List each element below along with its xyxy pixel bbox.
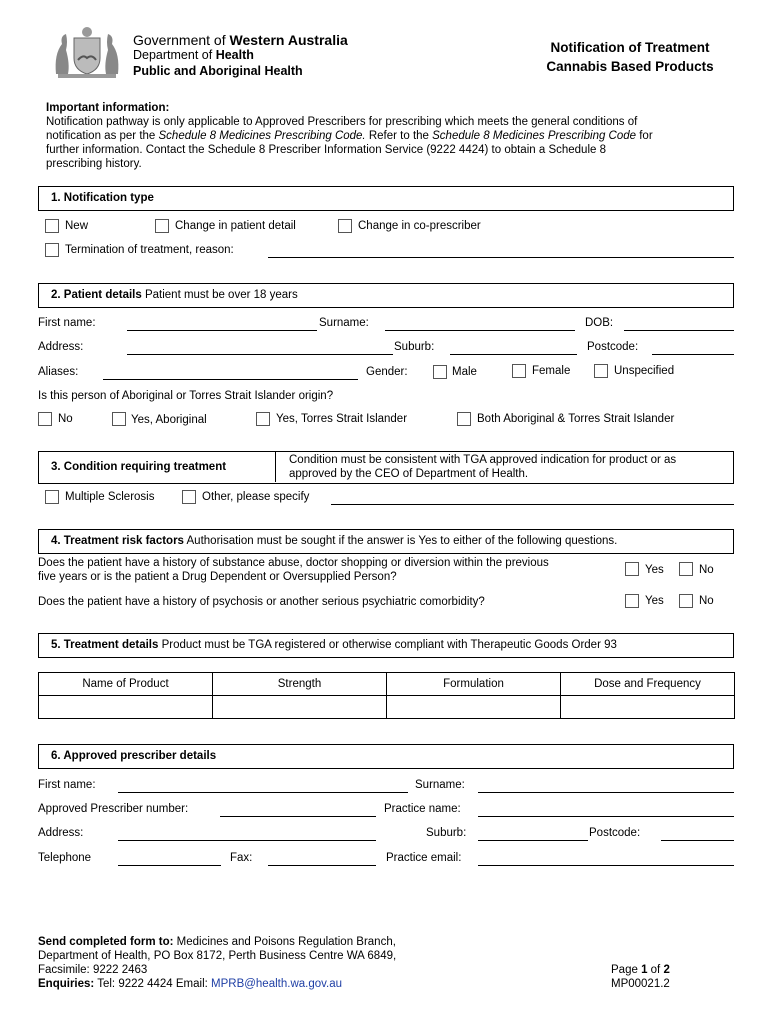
important-line-1: Notification pathway is only applicable to Approved Prescribers for prescribing which meets the general conditions of	[46, 116, 638, 128]
q2-yes-checkbox[interactable]	[625, 594, 639, 608]
enquiries-line: Enquiries: Tel: 9222 4424 Email: MPRB@health.wa.gov.au	[38, 978, 343, 990]
aliases-field[interactable]	[103, 379, 358, 380]
q2-no-label: No	[699, 595, 714, 607]
practice-email-label: Practice email:	[386, 852, 462, 864]
q1-yes-checkbox[interactable]	[625, 562, 639, 576]
fax-label: Fax:	[230, 852, 253, 864]
prescriber-address-field[interactable]	[118, 840, 376, 841]
important-line-4: prescribing history.	[46, 158, 142, 170]
origin-both-label: Both Aboriginal & Torres Strait Islander	[477, 413, 675, 425]
change-patient-checkbox[interactable]	[155, 219, 169, 233]
product-table-header	[39, 673, 735, 696]
male-checkbox[interactable]	[433, 365, 447, 379]
org-line-1: Government of Western Australia	[133, 32, 348, 48]
ap-number-field[interactable]	[220, 816, 376, 817]
section-5-header	[38, 633, 734, 658]
q1-no-checkbox[interactable]	[679, 562, 693, 576]
org-line-3: Public and Aboriginal Health	[133, 64, 303, 78]
facsimile-line: Facsimile: 9222 2463	[38, 964, 148, 976]
prescriber-address-label: Address:	[38, 827, 84, 839]
section-2-title: 2. Patient details Patient must be over 18 years	[51, 289, 298, 301]
ap-number-label: Approved Prescriber number:	[38, 803, 189, 815]
origin-question: Is this person of Aboriginal or Torres Strait Islander origin?	[38, 390, 334, 402]
origin-aboriginal-checkbox[interactable]	[112, 412, 126, 426]
send-address-line: Department of Health, PO Box 8172, Perth Business Centre WA 6849,	[38, 950, 397, 962]
prescriber-suburb-field[interactable]	[478, 840, 588, 841]
origin-both-checkbox[interactable]	[457, 412, 471, 426]
female-label: Female	[532, 365, 571, 377]
origin-no-checkbox[interactable]	[38, 412, 52, 426]
dob-label: DOB:	[585, 317, 614, 329]
origin-aboriginal-label: Yes, Aboriginal	[131, 414, 207, 426]
termination-reason-field[interactable]	[268, 257, 734, 258]
other-condition-field[interactable]	[331, 504, 734, 505]
q1-yes-label: Yes	[645, 564, 664, 576]
ms-label: Multiple Sclerosis	[65, 491, 155, 503]
prescriber-first-name-field[interactable]	[118, 792, 408, 793]
document-code: MP00021.2	[611, 978, 670, 990]
prescriber-postcode-label: Postcode:	[589, 827, 641, 839]
surname-field[interactable]	[385, 330, 575, 331]
prescriber-suburb-label: Suburb:	[426, 827, 467, 839]
enquiries-email-link[interactable]: MPRB@health.wa.gov.au	[211, 978, 343, 990]
org-line-2: Department of Health	[133, 48, 254, 62]
q2-no-checkbox[interactable]	[679, 594, 693, 608]
postcode-label: Postcode:	[587, 341, 639, 353]
practice-name-label: Practice name:	[384, 803, 461, 815]
q2-yes-label: Yes	[645, 595, 664, 607]
suburb-label: Suburb:	[394, 341, 435, 353]
address-label: Address:	[38, 341, 84, 353]
section-5-title: 5. Treatment details Product must be TGA registered or otherwise compliant with Therapeutic Goods Order 93	[51, 639, 617, 651]
suburb-field[interactable]	[450, 354, 577, 355]
form-title-line-1: Notification of Treatment	[550, 40, 710, 55]
first-name-field[interactable]	[127, 330, 317, 331]
ms-checkbox[interactable]	[45, 490, 59, 504]
gender-label: Gender:	[366, 366, 408, 378]
fax-field[interactable]	[268, 865, 376, 866]
section-3-title: 3. Condition requiring treatment	[51, 461, 227, 473]
formulation-cell[interactable]	[387, 696, 561, 719]
risk-question-1-line-1: Does the patient have a history of substance abuse, doctor shopping or diversion within the previous	[38, 557, 549, 569]
q1-no-label: No	[699, 564, 714, 576]
table-row	[39, 696, 735, 719]
postcode-field[interactable]	[652, 354, 734, 355]
col-formulation: Formulation	[387, 673, 561, 696]
change-coprescriber-checkbox[interactable]	[338, 219, 352, 233]
product-name-cell[interactable]	[39, 696, 213, 719]
telephone-label: Telephone	[38, 852, 92, 864]
practice-email-field[interactable]	[478, 865, 734, 866]
prescriber-surname-label: Surname:	[415, 779, 465, 791]
section-3-note-2: approved by the CEO of Department of Health.	[289, 468, 529, 480]
origin-no-label: No	[58, 413, 73, 425]
page-number: Page 1 of 2	[611, 964, 670, 976]
other-condition-checkbox[interactable]	[182, 490, 196, 504]
unspecified-label: Unspecified	[614, 365, 675, 377]
termination-label: Termination of treatment, reason:	[65, 244, 234, 256]
prescriber-first-name-label: First name:	[38, 779, 96, 791]
important-line-2: notification as per the Schedule 8 Medicines Prescribing Code. Refer to the Schedule 8 Medicines Prescribing Code for	[46, 130, 653, 142]
new-checkbox[interactable]	[45, 219, 59, 233]
address-field[interactable]	[127, 354, 393, 355]
aliases-label: Aliases:	[38, 366, 79, 378]
female-checkbox[interactable]	[512, 364, 526, 378]
change-patient-label: Change in patient detail	[175, 220, 296, 232]
wa-crest-logo	[48, 24, 126, 80]
section-1-title: 1. Notification type	[51, 192, 154, 204]
surname-label: Surname:	[319, 317, 369, 329]
prescriber-postcode-field[interactable]	[661, 840, 734, 841]
prescriber-surname-field[interactable]	[478, 792, 734, 793]
col-dose-frequency: Dose and Frequency	[561, 673, 735, 696]
male-label: Male	[452, 366, 477, 378]
risk-question-2: Does the patient have a history of psychosis or another serious psychiatric comorbidity?	[38, 596, 485, 608]
change-coprescriber-label: Change in co-prescriber	[358, 220, 481, 232]
section-3-divider	[275, 452, 276, 482]
new-label: New	[65, 220, 89, 232]
dose-frequency-cell[interactable]	[561, 696, 735, 719]
send-to-line: Send completed form to: Medicines and Poisons Regulation Branch,	[38, 936, 396, 948]
form-title-line-2: Cannabis Based Products	[546, 59, 714, 74]
section-6-header	[38, 744, 734, 769]
unspecified-checkbox[interactable]	[594, 364, 608, 378]
telephone-field[interactable]	[118, 865, 221, 866]
termination-checkbox[interactable]	[45, 243, 59, 257]
risk-question-1-line-2: five years or is the patient a Drug Dependent or Oversupplied Person?	[38, 571, 397, 583]
product-table	[38, 672, 735, 719]
other-condition-label: Other, please specify	[202, 491, 310, 503]
strength-cell[interactable]	[213, 696, 387, 719]
important-line-3: further information. Contact the Schedule 8 Prescriber Information Service (9222 4424) to obtain a Schedule 8	[46, 144, 606, 156]
important-heading: Important information:	[46, 102, 170, 114]
origin-tsi-label: Yes, Torres Strait Islander	[276, 413, 408, 425]
section-2-header	[38, 283, 734, 308]
section-4-title: 4. Treatment risk factors Authorisation must be sought if the answer is Yes to either of the following questions.	[51, 535, 618, 547]
dob-field[interactable]	[624, 330, 734, 331]
first-name-label: First name:	[38, 317, 96, 329]
practice-name-field[interactable]	[478, 816, 734, 817]
section-4-header	[38, 529, 734, 554]
origin-tsi-checkbox[interactable]	[256, 412, 270, 426]
section-3-note-1: Condition must be consistent with TGA approved indication for product or as	[289, 454, 677, 466]
col-name-of-product: Name of Product	[39, 673, 213, 696]
section-6-title: 6. Approved prescriber details	[51, 750, 217, 762]
section-1-header	[38, 186, 734, 211]
col-strength: Strength	[213, 673, 387, 696]
section-3-header	[38, 451, 734, 484]
